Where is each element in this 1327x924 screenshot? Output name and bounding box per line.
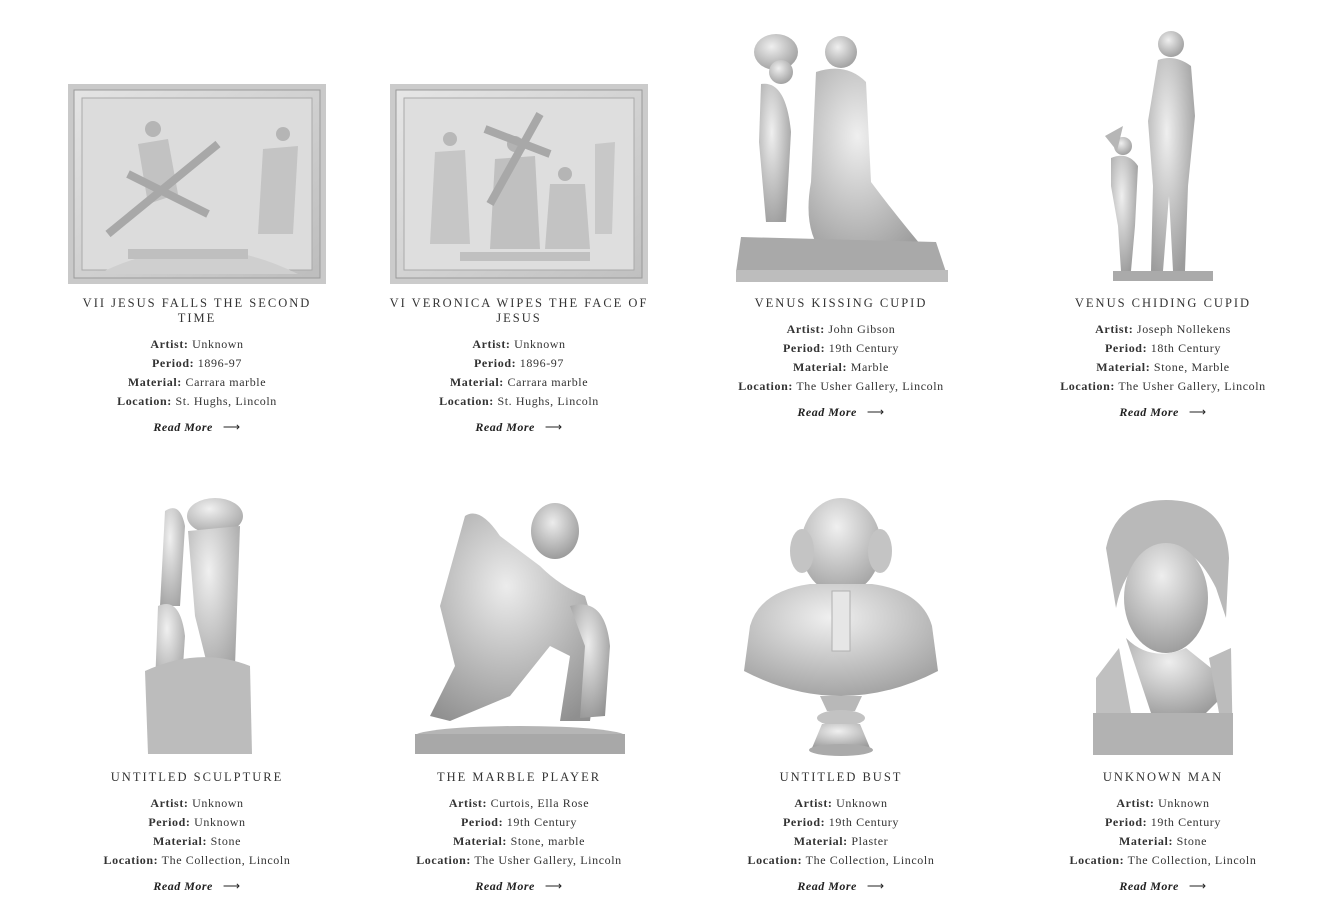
period-label: Period: (782, 341, 826, 355)
artwork-image[interactable] (67, 20, 327, 284)
artwork-details (104, 794, 291, 870)
material-row (748, 832, 935, 851)
bust-icon (740, 496, 942, 758)
collection-card (36, 494, 358, 924)
period-row (1060, 339, 1266, 358)
location-value: The Collection, Lincoln (1127, 853, 1257, 867)
period-row (416, 813, 622, 832)
arrow-right-icon: ⟶ (544, 879, 563, 893)
artist-value: Unknown (192, 796, 244, 810)
artwork-image[interactable] (389, 494, 649, 758)
arrow-right-icon: ⟶ (866, 879, 885, 893)
period-label: Period: (152, 356, 195, 370)
artist-label: Artist: (1116, 796, 1155, 810)
period-value: 19th Century (506, 815, 577, 829)
artwork-title: UNTITLED SCULPTURE (110, 770, 284, 784)
artwork-title: VI VERONICA WIPES THE FACE OF JESUS (389, 296, 649, 325)
material-value: Marble (850, 360, 889, 374)
artist-row (439, 335, 599, 354)
location-value: St. Hughs, Lincoln (175, 394, 277, 408)
abstract-figure-icon (140, 496, 255, 758)
artwork-image[interactable] (1033, 494, 1293, 758)
period-row (738, 339, 944, 358)
location-label: Location: (1069, 853, 1125, 867)
collection-card (1002, 494, 1324, 924)
location-row (1060, 377, 1266, 396)
location-label: Location: (117, 394, 172, 408)
collection-card (36, 20, 358, 494)
material-value: Carrara marble (507, 375, 589, 389)
read-more-link[interactable] (1119, 405, 1206, 420)
read-more-label: Read More (797, 879, 857, 893)
material-value: Plaster (851, 834, 889, 848)
artist-row (748, 794, 935, 813)
artwork-title: VENUS KISSING CUPID (754, 296, 928, 310)
collection-card (358, 20, 680, 494)
location-value: The Collection, Lincoln (805, 853, 935, 867)
material-value: Stone, marble (510, 834, 586, 848)
read-more-link[interactable] (1119, 879, 1206, 894)
artwork-details (439, 335, 599, 411)
artwork-image[interactable] (1033, 20, 1293, 284)
arrow-right-icon: ⟶ (1188, 405, 1207, 419)
artwork-details (748, 794, 935, 870)
arrow-right-icon: ⟶ (222, 420, 241, 434)
artwork-title: VII JESUS FALLS THE SECOND TIME (82, 296, 312, 325)
artist-row (416, 794, 622, 813)
location-row (117, 392, 277, 411)
read-more-label: Read More (153, 879, 213, 893)
location-label: Location: (416, 853, 471, 867)
location-row (1070, 851, 1257, 870)
material-label: Material: (1096, 360, 1151, 374)
artist-label: Artist: (150, 796, 189, 810)
artist-row (117, 335, 277, 354)
relief-panel-icon (68, 84, 326, 284)
artist-value: Unknown (192, 337, 244, 351)
location-row (104, 851, 291, 870)
period-row (439, 354, 599, 373)
location-label: Location: (738, 379, 793, 393)
collection-card (358, 494, 680, 924)
material-value: Stone, Marble (1153, 360, 1230, 374)
artist-value: Unknown (1158, 796, 1210, 810)
material-row (117, 373, 277, 392)
collection-card (680, 494, 1002, 924)
artwork-title: VENUS CHIDING CUPID (1074, 296, 1252, 310)
read-more-label: Read More (153, 420, 213, 434)
artist-row (738, 320, 944, 339)
material-label: Material: (449, 375, 504, 389)
period-row (748, 813, 935, 832)
location-value: The Usher Gallery, Lincoln (1118, 379, 1266, 393)
material-row (738, 358, 944, 377)
location-label: Location: (103, 853, 159, 867)
period-label: Period: (460, 815, 504, 829)
head-sculpture-icon (1091, 498, 1236, 758)
artist-value: John Gibson (828, 322, 896, 336)
period-value: 19th Century (828, 341, 899, 355)
arrow-right-icon: ⟶ (222, 879, 241, 893)
artwork-details (738, 320, 944, 396)
material-label: Material: (127, 375, 182, 389)
artist-value: Unknown (514, 337, 566, 351)
period-value: 19th Century (1150, 815, 1221, 829)
read-more-label: Read More (475, 420, 535, 434)
artist-value: Curtois, Ella Rose (490, 796, 590, 810)
read-more-link[interactable] (797, 879, 884, 894)
period-value: Unknown (194, 815, 246, 829)
artwork-image[interactable] (711, 494, 971, 758)
artwork-details (1070, 794, 1257, 870)
period-label: Period: (1105, 815, 1148, 829)
period-label: Period: (1104, 341, 1148, 355)
period-row (104, 813, 291, 832)
collection-card (1002, 20, 1324, 494)
period-row (1070, 813, 1257, 832)
artwork-details (416, 794, 622, 870)
material-label: Material: (153, 834, 208, 848)
read-more-label: Read More (1119, 879, 1179, 893)
location-row (439, 392, 599, 411)
period-row (117, 354, 277, 373)
location-value: The Collection, Lincoln (161, 853, 291, 867)
location-label: Location: (747, 853, 803, 867)
collection-card (680, 20, 1002, 494)
material-row (104, 832, 291, 851)
period-label: Period: (474, 356, 517, 370)
read-more-label: Read More (1119, 405, 1179, 419)
artwork-image[interactable] (67, 494, 327, 758)
period-value: 18th Century (1150, 341, 1221, 355)
statue-group-icon (731, 22, 951, 284)
material-label: Material: (452, 834, 507, 848)
read-more-label: Read More (475, 879, 535, 893)
location-label: Location: (1060, 379, 1115, 393)
material-row (1070, 832, 1257, 851)
read-more-link[interactable] (153, 879, 240, 894)
read-more-link[interactable] (475, 420, 562, 435)
period-label: Period: (783, 815, 826, 829)
artwork-title: UNTITLED BUST (779, 770, 903, 784)
material-label: Material: (793, 834, 848, 848)
location-value: The Usher Gallery, Lincoln (474, 853, 622, 867)
artist-row (1070, 794, 1257, 813)
material-value: Stone (1176, 834, 1207, 848)
artist-label: Artist: (472, 337, 511, 351)
location-row (738, 377, 944, 396)
period-value: 1896-97 (197, 356, 242, 370)
location-value: St. Hughs, Lincoln (497, 394, 599, 408)
artist-row (1060, 320, 1266, 339)
artwork-details (1060, 320, 1266, 396)
kneeling-figure-icon (410, 496, 628, 758)
material-label: Material: (1119, 834, 1174, 848)
material-label: Material: (793, 360, 848, 374)
artist-value: Joseph Nollekens (1136, 322, 1231, 336)
artwork-details (117, 335, 277, 411)
artist-label: Artist: (786, 322, 825, 336)
artwork-title: UNKNOWN MAN (1102, 770, 1224, 784)
read-more-link[interactable] (475, 879, 562, 894)
artist-value: Unknown (836, 796, 888, 810)
artist-label: Artist: (794, 796, 833, 810)
location-row (748, 851, 935, 870)
material-row (439, 373, 599, 392)
arrow-right-icon: ⟶ (866, 405, 885, 419)
collection-grid (36, 20, 1326, 924)
arrow-right-icon: ⟶ (1188, 879, 1207, 893)
relief-panel-icon (390, 84, 648, 284)
period-value: 1896-97 (519, 356, 564, 370)
artist-label: Artist: (150, 337, 189, 351)
location-row (416, 851, 622, 870)
statue-group-icon (1103, 26, 1223, 284)
location-value: The Usher Gallery, Lincoln (796, 379, 944, 393)
period-value: 19th Century (828, 815, 899, 829)
arrow-right-icon: ⟶ (544, 420, 563, 434)
material-value: Carrara marble (185, 375, 267, 389)
artwork-image[interactable] (389, 20, 649, 284)
material-row (1060, 358, 1266, 377)
read-more-link[interactable] (153, 420, 240, 435)
read-more-link[interactable] (797, 405, 884, 420)
artist-label: Artist: (1095, 322, 1134, 336)
artwork-image[interactable] (711, 20, 971, 284)
material-row (416, 832, 622, 851)
period-label: Period: (148, 815, 191, 829)
artwork-title: THE MARBLE PLAYER (436, 770, 602, 784)
read-more-label: Read More (797, 405, 857, 419)
artist-label: Artist: (448, 796, 488, 810)
material-value: Stone (210, 834, 241, 848)
location-label: Location: (439, 394, 494, 408)
artist-row (104, 794, 291, 813)
